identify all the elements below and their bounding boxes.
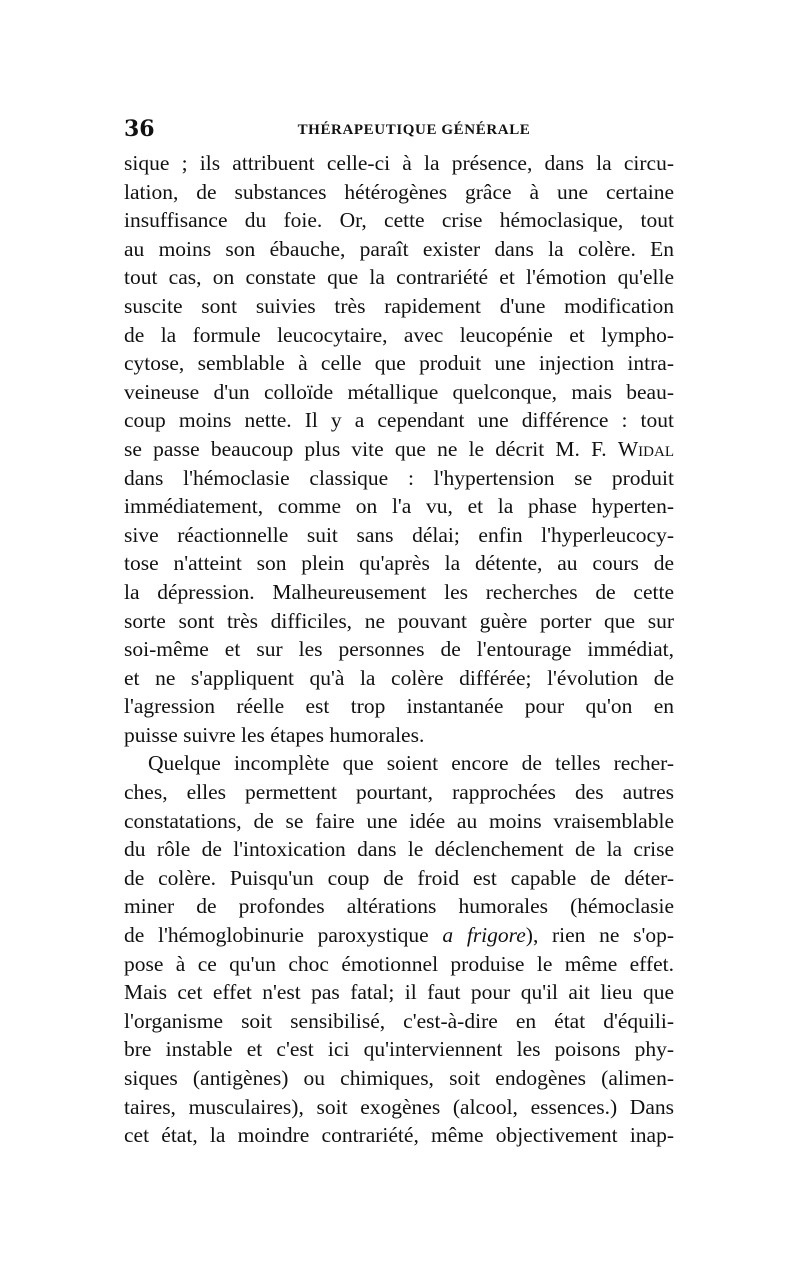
text-line: cytose, semblable à celle que produit une injection intra- — [124, 351, 674, 376]
text-line-widal — [124, 435, 674, 464]
text-line: au moins son ébauche, paraît exister dans la colère. En — [124, 236, 674, 261]
text-line: veineuse d'un colloïde métallique quelconque, mais beau- — [124, 379, 674, 404]
text-line: dans l'hémoclasie classique : l'hypertension se produit — [124, 465, 674, 490]
running-title: THÉRAPEUTIQUE GÉNÉRALE — [297, 122, 531, 138]
text-line: la dépression. Malheureusement les recherches de cette — [124, 579, 674, 604]
text-line: tose n'atteint son plein qu'après la détente, au cours de — [124, 551, 674, 576]
page-number: 36 — [124, 116, 155, 142]
text-line: soi-même et sur les personnes de l'entourage immédiat, — [124, 637, 674, 662]
text-line: insuffisance du foie. Or, cette crise hémoclasique, tout — [124, 208, 674, 233]
body-text — [124, 149, 674, 1150]
text-line: siques (antigènes) ou chimiques, soit endogènes (alimen- — [124, 1066, 674, 1090]
text-line: ches, elles permettent pourtant, rapprochées des autres — [124, 780, 674, 805]
text-line: sive réactionnelle suit sans délai; enfin l'hyperleucocy- — [124, 522, 674, 547]
text-line: constatations, de se faire une idée au moins vraisemblable — [124, 808, 674, 833]
text-line: de colère. Puisqu'un coup de froid est capable de déter- — [124, 865, 674, 890]
text-line: l'agression réelle est trop instantanée pour qu'on en — [124, 694, 674, 719]
text-line: Mais cet effet n'est pas fatal; il faut pour qu'il ait lieu que — [124, 980, 674, 1005]
text-line: immédiatement, comme on l'a vu, et la phase hyperten- — [124, 494, 674, 519]
text-line: cet état, la moindre contrariété, même objectivement inap- — [124, 1123, 674, 1148]
text-line: bre instable et c'est ici qu'interviennent les poisons phy- — [124, 1037, 674, 1062]
paragraph-2 — [124, 749, 674, 1149]
text-line: sique ; ils attribuent celle-ci à la présence, dans la circu- — [124, 151, 674, 175]
text-line-frigore — [124, 921, 674, 950]
text-line: taires, musculaires), soit exogènes (alcool, essences.) Dans — [124, 1094, 674, 1119]
latin-term-a-frigore: a frigore — [442, 923, 526, 948]
text-line: pose à ce qu'un choc émotionnel produise le même effet. — [124, 951, 674, 976]
text-line: et ne s'appliquent qu'à la colère différée; l'évolution de — [124, 665, 674, 690]
text-line: sorte sont très difficiles, ne pouvant guère porter que sur — [124, 608, 674, 633]
text-line: puisse suivre les étapes humorales. — [124, 722, 425, 747]
text-segment: se passe beaucoup plus vite que ne le décrit M. F. — [124, 436, 607, 461]
text-line: du rôle de l'intoxication dans le déclenchement de la crise — [124, 837, 674, 862]
text-line: miner de profondes altérations humorales (hémoclasie — [124, 894, 674, 919]
text-line: coup moins nette. Il y a cependant une différence : tout — [124, 408, 674, 433]
text-line: lation, de substances hétérogènes grâce à une certaine — [124, 179, 674, 204]
text-line: de la formule leucocytaire, avec leucopénie et lympho- — [124, 322, 674, 347]
author-name-widal: Widal — [617, 436, 674, 461]
text-segment: de l'hémoglobinurie paroxystique — [124, 923, 429, 948]
paragraph-1 — [124, 149, 674, 749]
text-line: tout cas, on constate que la contrariété et l'émotion qu'elle — [124, 265, 674, 290]
text-line: l'organisme soit sensibilisé, c'est-à-dire en état d'équili- — [124, 1008, 674, 1033]
text-segment: ), rien ne s'op- — [525, 923, 674, 948]
text-line: Quelque incomplète que soient encore de telles recher- — [148, 751, 674, 776]
text-line: suscite sont suivies très rapidement d'une modification — [124, 293, 674, 318]
page-header — [124, 114, 674, 144]
